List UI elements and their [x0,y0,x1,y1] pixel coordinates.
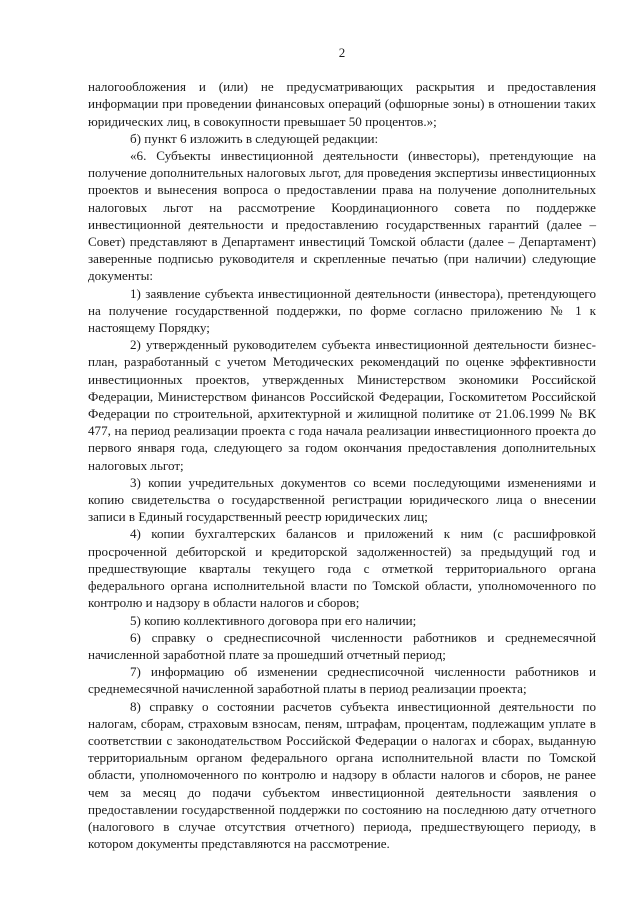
list-item-1: 1) заявление субъекта инвестиционной деятельности (инвестора), претендующего на получение государственной поддержки, по форме согласно приложению № 1 к настоящему Порядку; [88,285,596,336]
list-item-2: 2) утвержденный руководителем субъекта инвестиционной деятельности бизнес-план, разработанный с учетом Методических рекомендаций по оценке эффективности инвестиционных проектов, утвержденных Министерством экономики Российской Федерации, Министерством финансов Российской Федерации, Госкомитетом Российской Федерации по строительной, архитектурной и жилищной политике от 21.06.1999 № ВК 477, на период реализации проекта с года начала реализации инвестиционного проекта до первого января года, следующего за годом окончания предоставления дополнительных налоговых льгот; [88,337,596,473]
paragraph-subitem-b: б) пункт 6 изложить в следующей редакции: [130,130,379,146]
list-item-4: 4) копии бухгалтерских балансов и приложений к ним (с расшифровкой просроченной дебиторской и кредиторской задолженностей) за предыдущий год и предшествующие кварталы текущего года с отметкой территориального органа федерального органа исполнительной власти по Томской области, уполномоченного по контролю и надзору в области налогов и сборов; [88,526,596,611]
list-item-3: 3) копии учредительных документов со всеми последующими изменениями и копию свидетельства о государственной регистрации юридического лица о внесении записи в Единый государственный реестр юридических лиц; [88,474,596,525]
list-item-8: 8) справку о состоянии расчетов субъекта инвестиционной деятельности по налогам, сборам, страховым взносам, пеням, штрафам, процентам, подлежащим уплате в соответствии с законодательством Российской Федерации о налогах и сборах, выданную территориальным органом федерального органа исполнительной власти по Томской области, уполномоченного по контролю и надзору в области налогов и сборов, не ранее чем за месяц до подачи субъектом инвестиционной деятельности заявления о предоставлении государственной поддержки по состоянию на последнюю дату отчетного (налогового в случае отсутствия отчетного) периода, предшествующего периоду, в котором документы представляются на рассмотрение. [88,698,596,852]
list-item-7: 7) информацию об изменении среднесписочной численности работников и среднемесячной начисленной заработной платы в период реализации проекта; [88,664,596,697]
page-number: 2 [338,45,346,60]
paragraph-point-6: «6. Субъекты инвестиционной деятельности (инвесторы), претендующие на получение дополнительных налоговых льгот, для проведения экспертизы инвестиционных проектов и вынесения вопроса о предоставлении права на получение дополнительных налоговых льгот на рассмотрение Координационного совета по поддержке инвестиционной деятельности и предоставлению государственных гарантий (далее – Совет) представляют в Департамент инвестиций Томской области (далее – Департамент) заверенные подписью руководителя и скрепленные печатью (при наличии) следующие документы: [88,148,596,284]
list-item-6: 6) справку о среднесписочной численности работников и среднемесячной начисленной заработной плате за прошедший отчетный период; [88,629,596,662]
document-body [88,78,596,852]
list-item-5: 5) копию коллективного договора при его наличии; [130,612,417,628]
paragraph-continuation: налогообложения и (или) не предусматривающих раскрытия и предоставления информации при проведении финансовых операций (офшорные зоны) в отношении таких юридических лиц, в совокупности превышает 50 процентов.»; [88,79,596,129]
